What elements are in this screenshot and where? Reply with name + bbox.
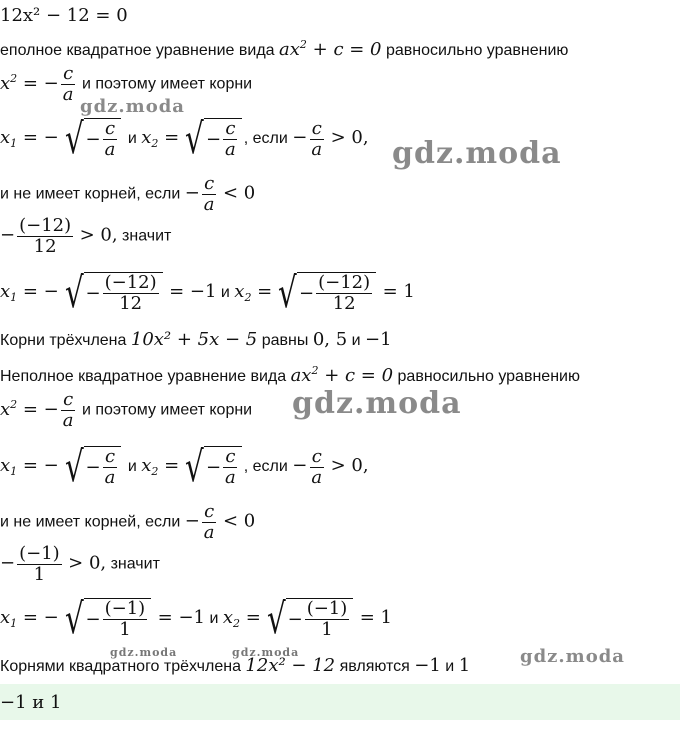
- text-fragment: , если: [243, 458, 288, 476]
- watermark-logo: gdz.moda: [110, 646, 178, 659]
- text-line-12: и не имеет корней, если − $\frac{c}{a}$ < 0: [0, 501, 256, 543]
- fraction-c-over-a: $\frac{c}{a}$: [62, 63, 74, 105]
- text-fragment: < 0: [222, 510, 256, 532]
- sqrt-expression: √ − $\frac{(-12)}{12}$: [274, 272, 376, 314]
- text-fragment: > 0,: [330, 455, 369, 477]
- formula-x2: $x^2$ = −: [0, 71, 59, 94]
- text-fragment: и: [127, 130, 137, 148]
- text-fragment: = −1: [157, 607, 206, 629]
- watermark-logo: gdz.moda: [80, 96, 185, 117]
- formula-ax2c: $ax^2 + c = 0$: [279, 38, 382, 60]
- equation-line-1: [0, 6, 128, 26]
- text-fragment: равносильно уравнению: [397, 368, 580, 385]
- text-line-14: $x_1$ = − √ − $\frac{(-1)}{1}$ = −1 и $x_2$ = √ − $\frac{(-1)}{1}$ = 1: [0, 594, 392, 643]
- answer-box: [0, 684, 680, 720]
- formula: 12x² − 12: [245, 655, 336, 676]
- sqrt-expression: √ − $\frac{c}{a}$: [61, 118, 122, 160]
- text-line-9: [0, 366, 580, 387]
- text-fragment: и: [209, 610, 219, 628]
- text-fragment: и: [351, 332, 361, 349]
- text-line-6: − $\frac{(-12)}{12}$ > 0, значит: [0, 215, 172, 257]
- text-fragment: = 1: [382, 281, 415, 303]
- equation-text: 12x² − 12 = 0: [0, 5, 128, 26]
- text-fragment: , если: [243, 130, 288, 148]
- text-fragment: Неполное квадратное уравнение вида: [0, 368, 287, 385]
- watermark-logo: gdz.moda: [292, 386, 462, 421]
- text-line-4: $x_1$ = − √ − $\frac{c}{a}$ и $x_2$ = √ − $\frac{c}{a}$ , если − $\frac{c}{a}$ > 0,: [0, 114, 369, 163]
- answer-text: −1 и 1: [0, 691, 62, 713]
- text-fragment: = 1: [359, 607, 392, 629]
- formula-ax2c: $ax^2 + c = 0$: [290, 364, 394, 386]
- watermark-logo: gdz.moda: [232, 646, 300, 659]
- formula: 10x² + 5x − 5: [130, 329, 258, 350]
- text-fragment: и не имеет корней, если: [0, 513, 181, 531]
- text-line-11: $x_1$ = − √ − $\frac{c}{a}$ и $x_2$ = √ − $\frac{c}{a}$ , если − $\frac{c}{a}$ > 0,: [0, 442, 369, 491]
- text-fragment: и: [127, 458, 137, 476]
- text-line-7: $x_1$ = − √ − $\frac{(-12)}{12}$ = −1 и $x_2$ = √ − $\frac{(-12)}{12}$ = 1: [0, 268, 415, 317]
- text-fragment: −1: [365, 329, 392, 350]
- text-fragment: и: [220, 284, 230, 302]
- text-fragment: равносильно уравнению: [385, 42, 569, 59]
- text-line-10: $x^2$ = − $\frac{c}{a}$ и поэтому имеет корни: [0, 389, 253, 431]
- text-fragment: > 0,: [330, 127, 369, 149]
- text-fragment: значит: [110, 555, 160, 573]
- text-line-5: и не имеет корней, если − $\frac{c}{a}$ < 0: [0, 173, 256, 215]
- text-fragment: являются: [339, 658, 410, 675]
- watermark-logo: gdz.moda: [520, 646, 625, 667]
- text-fragment: < 0: [222, 182, 256, 204]
- text-fragment: = −1: [169, 281, 217, 303]
- text-fragment: еполное квадратное уравнение вида: [0, 42, 275, 59]
- text-fragment: и поэтому имеет корни: [81, 401, 253, 419]
- fraction: $\frac{(-12)}{12}$: [19, 215, 72, 257]
- text-fragment: и не имеет корней, если: [0, 185, 181, 203]
- sqrt-expression: √ − $\frac{c}{a}$: [181, 118, 242, 160]
- text-fragment: равны: [261, 332, 309, 349]
- text-line-2: [0, 40, 568, 61]
- text-fragment: > 0,: [68, 552, 107, 574]
- watermark-logo: gdz.moda: [392, 136, 562, 171]
- text-fragment: > 0,: [79, 224, 118, 246]
- text-line-8: [0, 330, 392, 351]
- text-fragment: и поэтому имеет корни: [81, 75, 253, 93]
- text-fragment: 1: [458, 655, 471, 676]
- text-fragment: и: [445, 658, 455, 675]
- text-fragment: Корнями квадратного трёхчлена: [0, 658, 241, 675]
- text-line-13: − $\frac{(-1)}{1}$ > 0, значит: [0, 543, 160, 585]
- text-fragment: −1: [414, 655, 441, 676]
- sqrt-expression: √ − $\frac{(-12)}{12}$: [61, 272, 163, 314]
- text-fragment: 0, 5: [312, 329, 348, 350]
- text-line-15: [0, 656, 470, 677]
- text-fragment: значит: [122, 227, 172, 245]
- text-fragment: Корни трёхчлена: [0, 332, 127, 349]
